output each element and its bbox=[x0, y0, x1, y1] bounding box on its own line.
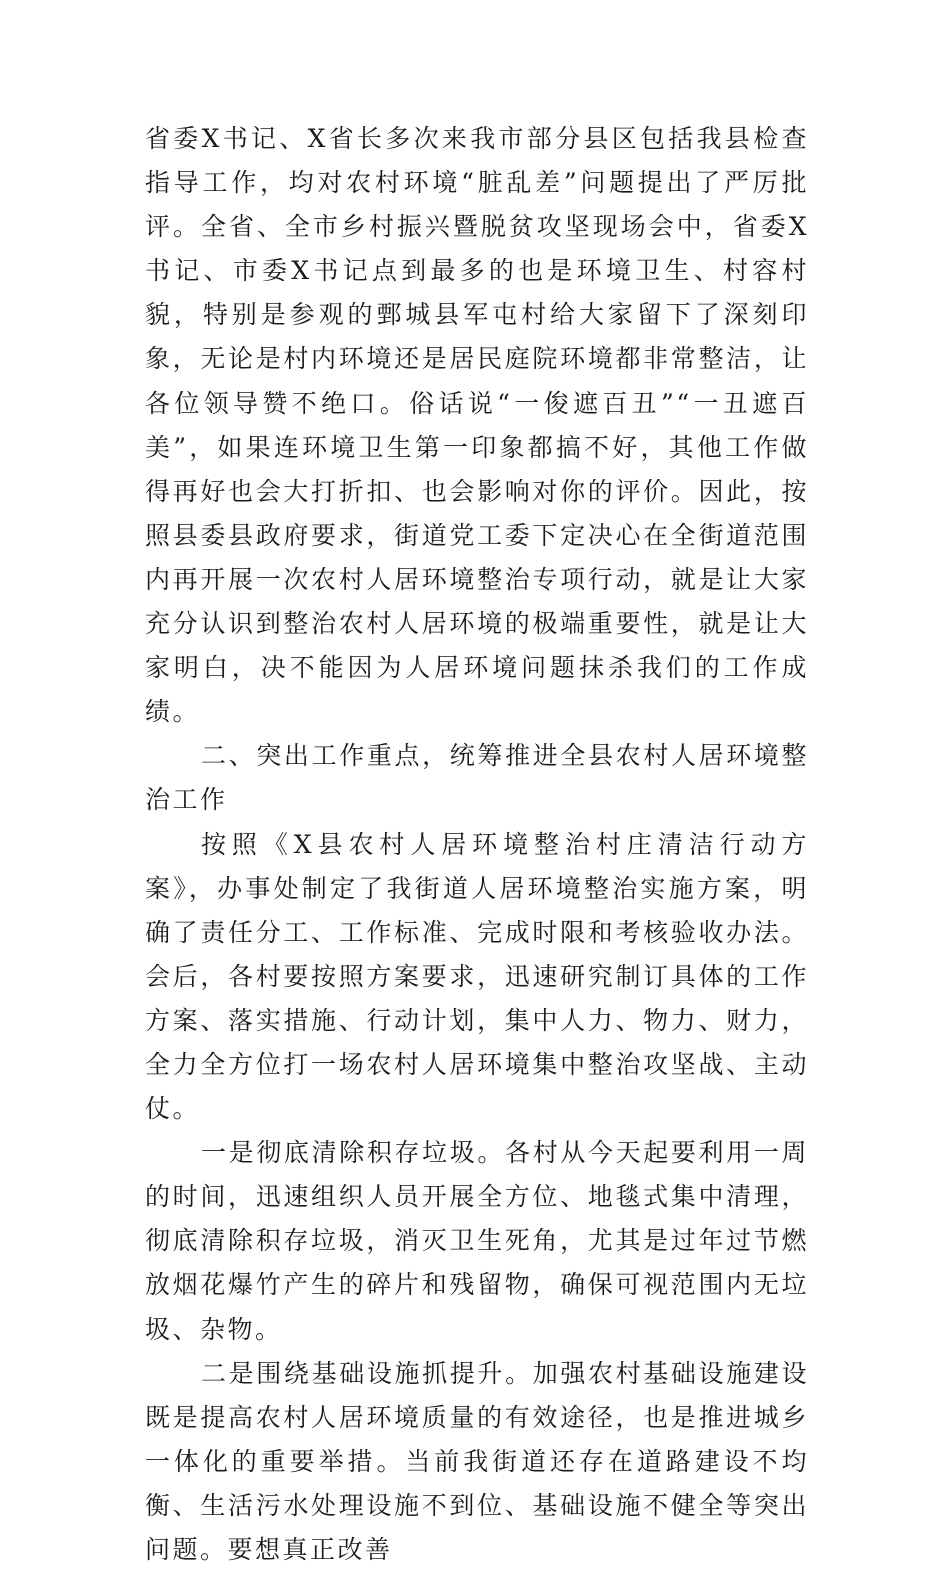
body-paragraph-3: 按照《X县农村人居环境整治村庄清洁行动方案》，办事处制定了我街道人居环境整治实施方案，明确了责任分工、工作标准、完成时限和考核验收办法。会后，各村要按照方案要求，迅速研究制订具体的工作方案、落实措施、行动计划，集中人力、物力、财力，全力全方位打一场农村人居环境集中整治攻坚战、主动仗。 bbox=[145, 829, 809, 1124]
document-body bbox=[145, 117, 809, 1572]
body-paragraph-4: 一是彻底清除积存垃圾。各村从今天起要利用一周的时间，迅速组织人员开展全方位、地毯式集中清理，彻底清除积存垃圾，消灭卫生死角，尤其是过年过节燃放烟花爆竹产生的碎片和残留物，确保可视范围内无垃圾、杂物。 bbox=[145, 1138, 809, 1344]
body-paragraph-1: 省委X书记、X省长多次来我市部分县区包括我县检查指导工作，均对农村环境“脏乱差”问题提出了严厉批评。全省、全市乡村振兴暨脱贫攻坚现场会中，省委X书记、市委X书记点到最多的也是环境卫生、村容村貌，特别是参观的鄄城县军屯村给大家留下了深刻印象，无论是村内环境还是居民庭院环境都非常整洁，让各位领导赞不绝口。俗话说“一俊遮百丑”“一丑遮百美”，如果连环境卫生第一印象都搞不好，其他工作做得再好也会大打折扣、也会影响对你的评价。因此，按照县委县政府要求，街道党工委下定决心在全街道范围内再开展一次农村人居环境整治专项行动，就是让大家充分认识到整治农村人居环境的极端重要性，就是让大家明白，决不能因为人居环境问题抹杀我们的工作成绩。 bbox=[145, 124, 809, 727]
section-heading-2: 二、突出工作重点，统筹推进全县农村人居环境整治工作 bbox=[145, 741, 809, 815]
body-paragraph-5: 二是围绕基础设施抓提升。加强农村基础设施建设既是提高农村人居环境质量的有效途径，也是推进城乡一体化的重要举措。当前我街道还存在道路建设不均衡、生活污水处理设施不到位、基础设施不健全等突出问题。要想真正改善 bbox=[145, 1358, 809, 1564]
